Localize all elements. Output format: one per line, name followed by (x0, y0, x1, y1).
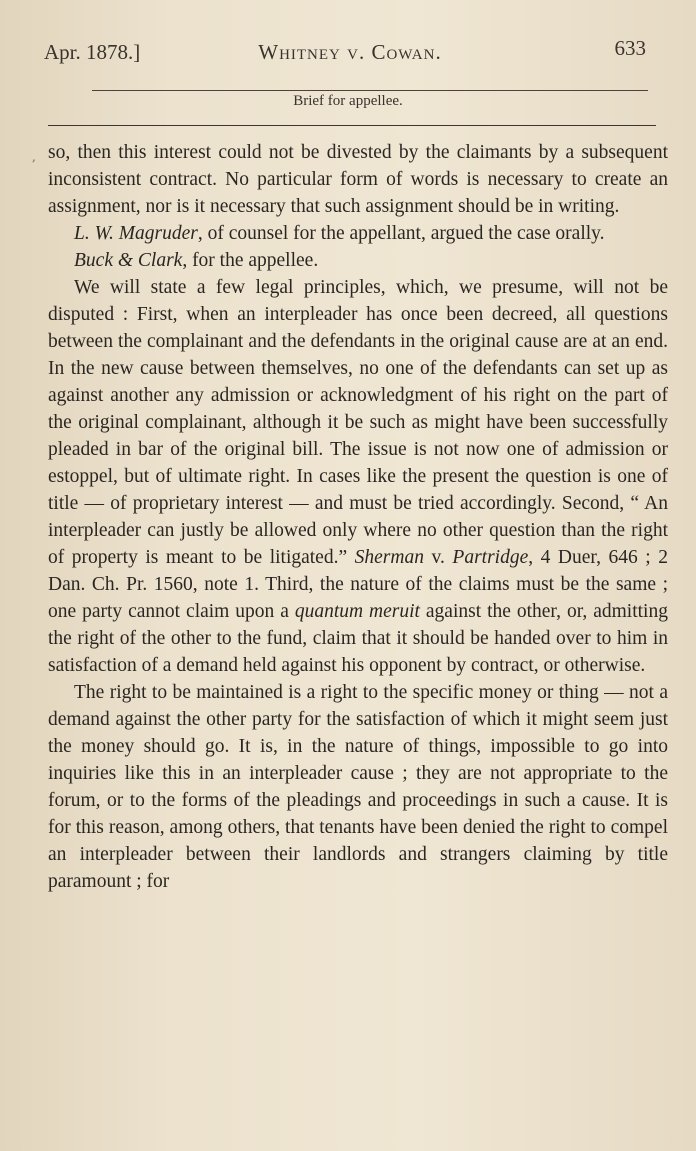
page-number: 633 (614, 36, 646, 60)
case-name-sherman: Sherman (354, 547, 424, 568)
running-head-date: Apr. 1878.] (44, 40, 141, 64)
counsel-name-appellant: L. W. Magruder (74, 223, 198, 244)
latin-term-quantum-meruit: quantum meruit (294, 601, 420, 622)
running-head-title: Whitney v. Cowan. (258, 40, 442, 64)
running-head (44, 36, 656, 70)
body-text (48, 139, 668, 895)
paragraph-4 (48, 274, 668, 679)
header-rule-bottom (48, 125, 656, 126)
paragraph-3-text: , for the appellee. (182, 250, 319, 271)
paragraph-1: so, then this interest could not be divested by the claimants by a subsequent inconsistent contract. No particular form of words is necessary to create an assignment, nor is it necessary that such assignment should be in writing. (48, 142, 668, 217)
paragraph-5: The right to be maintained is a right to the specific money or thing — not a demand against the other party for the satisfaction of which it might seem just the money should go. It is, in the nature of things, impossible to go into inquiries like this in an interpleader cause ; they are not appropriate to the forum, or to the forms of the pleadings and proceedings in such a cause. It is for this reason, among others, that tenants have been denied the right to compel an interpleader between their landlords and strangers claiming by title paramount ; for (48, 682, 668, 892)
paragraph-4-text-b: , 4 Duer, 646 ; 2 Dan. Ch. Pr. 1560, note 1. Third, the nature of the claims must be the same ; one party cannot claim upon a (48, 547, 669, 622)
margin-mark: , (32, 150, 36, 164)
paragraph-4-text-c: against the other, or, admitting the right of the other to the fund, claim that it should be handed over to him in satisfaction of a demand held against his opponent by contract, or otherwise. (48, 601, 668, 676)
paragraph-2-text: , of counsel for the appellant, argued the case orally. (197, 223, 605, 244)
paragraph-4-text-a: We will state a few legal principles, which, we presume, will not be disputed : First, when an interpleader has once been decreed, all questions between the complainant and the defendants in the original cause are at an end. In the new cause between themselves, no one of the defendants can set up as against another any admission or acknowledgment of his right on the part of the original complainant, although it be such as might have been successfully pleaded in bar of the original bill. The issue is not now one of admission or estoppel, but of ultimate right. In cases like the present the question is one of title — of proprietary interest — and must be tried accordingly. Second, “ An interpleader can justly be allowed only where no other question than the right of property is meant to be litigated.” (48, 277, 668, 568)
counsel-name-appellee: Buck & Clark (74, 250, 183, 271)
paragraph-3 (48, 247, 668, 274)
case-name-partridge: Partridge (452, 547, 529, 568)
case-versus: v. (423, 547, 453, 568)
paragraph-2 (48, 220, 668, 247)
section-subhead: Brief for appellee. (293, 93, 403, 109)
